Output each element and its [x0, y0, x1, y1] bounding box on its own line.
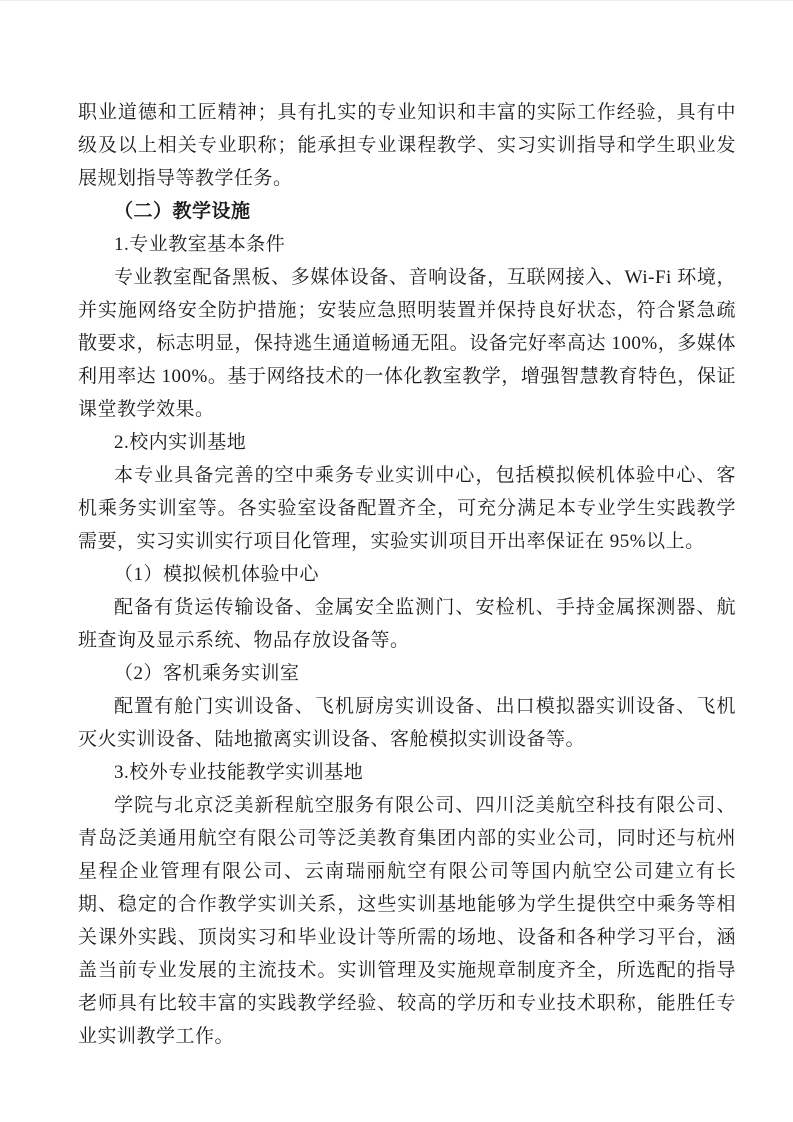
paragraph-classroom-equipment: 专业教室配备黑板、多媒体设备、音响设备，互联网接入、Wi-Fi 环境，并实施网络安全防护措施；安装应急照明装置并保持良好状态，符合紧急疏散要求，标志明显，保持逃生通道畅通无阻。设备完好率高达 100%，多媒体利用率达 100%。基于网络技术的一体化教室教学，增强智慧教育特色，保证课堂教学效果。 [78, 267, 736, 420]
paragraph-on-campus-training-center: 本专业具备完善的空中乘务专业实训中心，包括模拟候机体验中心、客机乘务实训室等。各实验室设备配置齐全，可充分满足本专业学生实践教学需要，实习实训实行项目化管理，实验实训项目开出率保证在 95%以上。 [78, 465, 736, 552]
document-body [78, 96, 736, 1053]
paragraph-terminal-center-equipment: 配备有货运传输设备、金属安全监测门、安检机、手持金属探测器、航班查询及显示系统、物品存放设备等。 [78, 597, 736, 651]
subheading-2-on-campus-training-base: 2.校内实训基地 [114, 432, 247, 453]
heading-section-2-teaching-facilities: （二）教学设施 [114, 201, 251, 222]
paragraph-cabin-training-equipment: 配置有舱门实训设备、飞机厨房实训设备、出口模拟器实训设备、飞机灭火实训设备、陆地撤离实训设备、客舱模拟实训设备等。 [78, 696, 736, 750]
subheading-1-classroom-basic-conditions: 1.专业教室基本条件 [114, 234, 286, 255]
paragraph-teacher-requirements-continued: 职业道德和工匠精神；具有扎实的专业知识和丰富的实际工作经验，具有中级及以上相关专业职称；能承担专业课程教学、实习实训指导和学生职业发展规划指导等教学任务。 [78, 102, 736, 189]
subheading-3-off-campus-training-base: 3.校外专业技能教学实训基地 [114, 762, 364, 783]
subheading-2-1-simulated-terminal-center: （1）模拟候机体验中心 [114, 564, 320, 585]
subheading-2-2-cabin-crew-training-room: （2）客机乘务实训室 [114, 663, 300, 684]
paragraph-off-campus-partners: 学院与北京泛美新程航空服务有限公司、四川泛美航空科技有限公司、青岛泛美通用航空有限公司等泛美教育集团内部的实业公司，同时还与杭州星程企业管理有限公司、云南瑞丽航空有限公司等国内航空公司建立有长期、稳定的合作教学实训关系，这些实训基地能够为学生提供空中乘务等相关课外实践、顶岗实习和毕业设计等所需的场地、设备和各种学习平台，涵盖当前专业发展的主流技术。实训管理及实施规章制度齐全，所选配的指导老师具有比较丰富的实践教学经验、较高的学历和专业技术职称，能胜任专业实训教学工作。 [78, 795, 736, 1047]
